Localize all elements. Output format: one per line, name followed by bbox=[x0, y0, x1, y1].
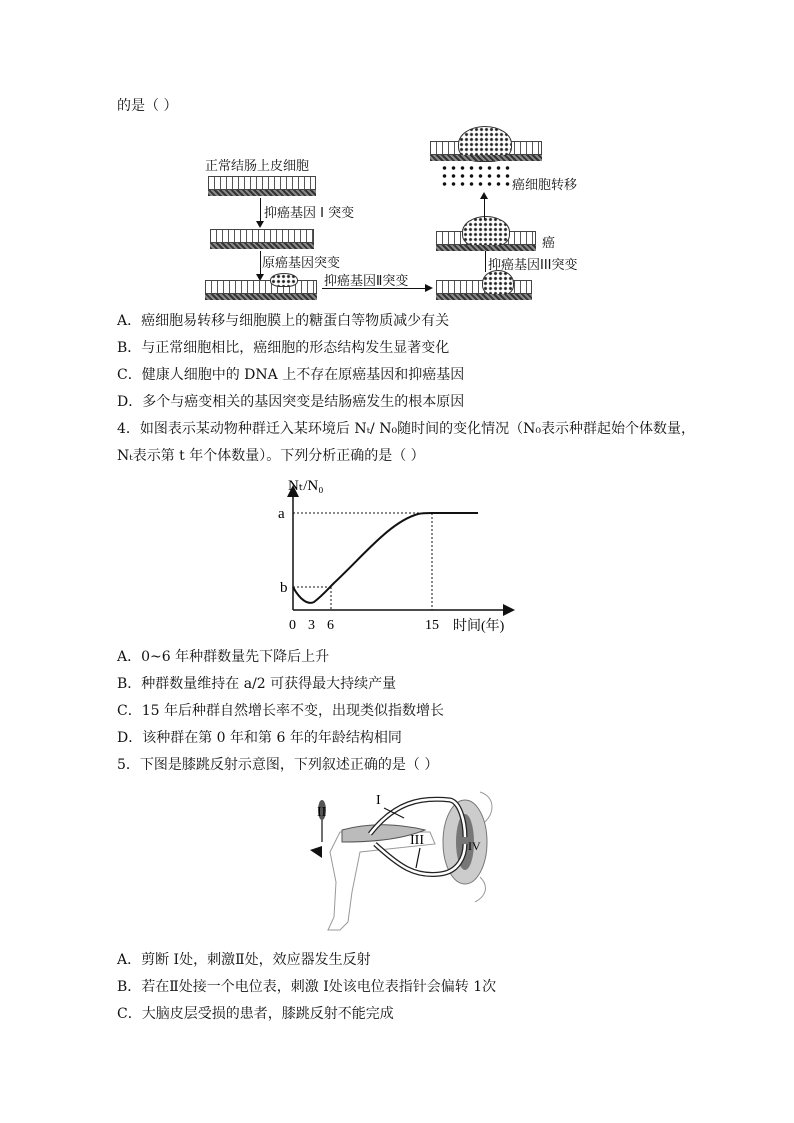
cancer-label: 癌 bbox=[542, 236, 556, 251]
label-III-pointer bbox=[416, 848, 420, 868]
basement-layer bbox=[205, 294, 317, 300]
label-II: II bbox=[317, 805, 327, 820]
q3-option-c: C．健康人细胞中的 DNA 上不存在原癌基因和抑癌基因 bbox=[117, 367, 465, 383]
basement-layer bbox=[208, 190, 316, 196]
basement-layer bbox=[210, 243, 314, 249]
basement-layer bbox=[436, 294, 532, 300]
step2-label: 原癌基因突变 bbox=[262, 256, 341, 271]
arrow-up-icon bbox=[484, 194, 485, 220]
basement-layer bbox=[430, 155, 542, 161]
normal-cells-label: 正常结肠上皮细胞 bbox=[205, 159, 310, 174]
epithelium-step1 bbox=[210, 229, 314, 243]
x-tick-0: 0 bbox=[289, 618, 296, 633]
step4-label: 抑癌基因III突变 bbox=[488, 258, 578, 273]
hammer-head bbox=[310, 846, 322, 858]
basement-layer bbox=[436, 245, 536, 251]
q4-option-b: B．种群数量维持在 a/2 可获得最大持续产量 bbox=[117, 676, 397, 692]
q3-option-d: D．多个与癌变相关的基因突变是结肠癌发生的根本原因 bbox=[117, 394, 465, 410]
q4-option-d: D．该种群在第 0 年和第 6 年的年龄结构相同 bbox=[117, 730, 402, 746]
q4-stem-line1: 4．如图表示某动物种群迁入某环境后 Nₜ/ N₀随时间的变化情况（N₀表示种群起始个体数量， bbox=[117, 421, 695, 437]
q4-option-a: A．0~6 年种群数量先下降后上升 bbox=[117, 649, 330, 665]
q3-stem-tail: 的是（ ） bbox=[117, 98, 178, 114]
q5-option-a: A．剪断 I处，刺激Ⅱ处，效应器发生反射 bbox=[117, 952, 371, 968]
q5-option-c: C．大脑皮层受损的患者，膝跳反射不能完成 bbox=[117, 1006, 394, 1022]
step3-label: 抑癌基因Ⅱ突变 bbox=[324, 274, 409, 289]
adenoma bbox=[482, 270, 514, 296]
q4-option-c: C．15 年后种群自然增长率不变，出现类似指数增长 bbox=[117, 703, 444, 719]
y-tick-b: b bbox=[280, 580, 288, 596]
y-tick-a: a bbox=[278, 506, 285, 522]
q4-stem-line2: Nₜ表示第 t 年个体数量）。下列分析正确的是（ ） bbox=[117, 448, 425, 464]
x-tick-6: 6 bbox=[327, 618, 334, 633]
label-I: I bbox=[376, 793, 381, 808]
arrow-down-icon bbox=[260, 251, 261, 279]
knee-reflex-figure bbox=[300, 782, 500, 937]
x-tick-15: 15 bbox=[425, 618, 439, 633]
q3-option-b: B．与正常细胞相比，癌细胞的形态结构发生显著变化 bbox=[117, 340, 450, 356]
carcinoma bbox=[462, 216, 510, 248]
arrow-down-icon bbox=[260, 198, 261, 226]
population-chart bbox=[270, 470, 530, 640]
metastasis-label: 癌细胞转移 bbox=[512, 178, 578, 193]
step1-label: 抑癌基因 I 突变 bbox=[264, 206, 355, 221]
population-curve bbox=[293, 513, 478, 603]
colon-cancer-figure bbox=[200, 128, 600, 303]
q5-stem: 5．下图是膝跳反射示意图，下列叙述正确的是（ ） bbox=[117, 757, 439, 773]
x-axis-label: 时间(年) bbox=[453, 619, 505, 634]
q3-option-a: A．癌细胞易转移与细胞膜上的糖蛋白等物质减少有关 bbox=[117, 313, 450, 329]
x-tick-3: 3 bbox=[308, 618, 315, 633]
normal-epithelium bbox=[208, 176, 316, 190]
polyp bbox=[270, 273, 298, 287]
metastatic-cells bbox=[440, 164, 510, 190]
epithelium-step2 bbox=[205, 280, 317, 294]
label-III: III bbox=[410, 833, 424, 848]
q5-option-b: B．若在Ⅱ处接一个电位表，刺激 I处该电位表指针会偏转 1次 bbox=[117, 979, 497, 995]
y-axis-label: Nₜ/N₀ bbox=[288, 478, 324, 494]
label-IV: IV bbox=[468, 839, 481, 853]
